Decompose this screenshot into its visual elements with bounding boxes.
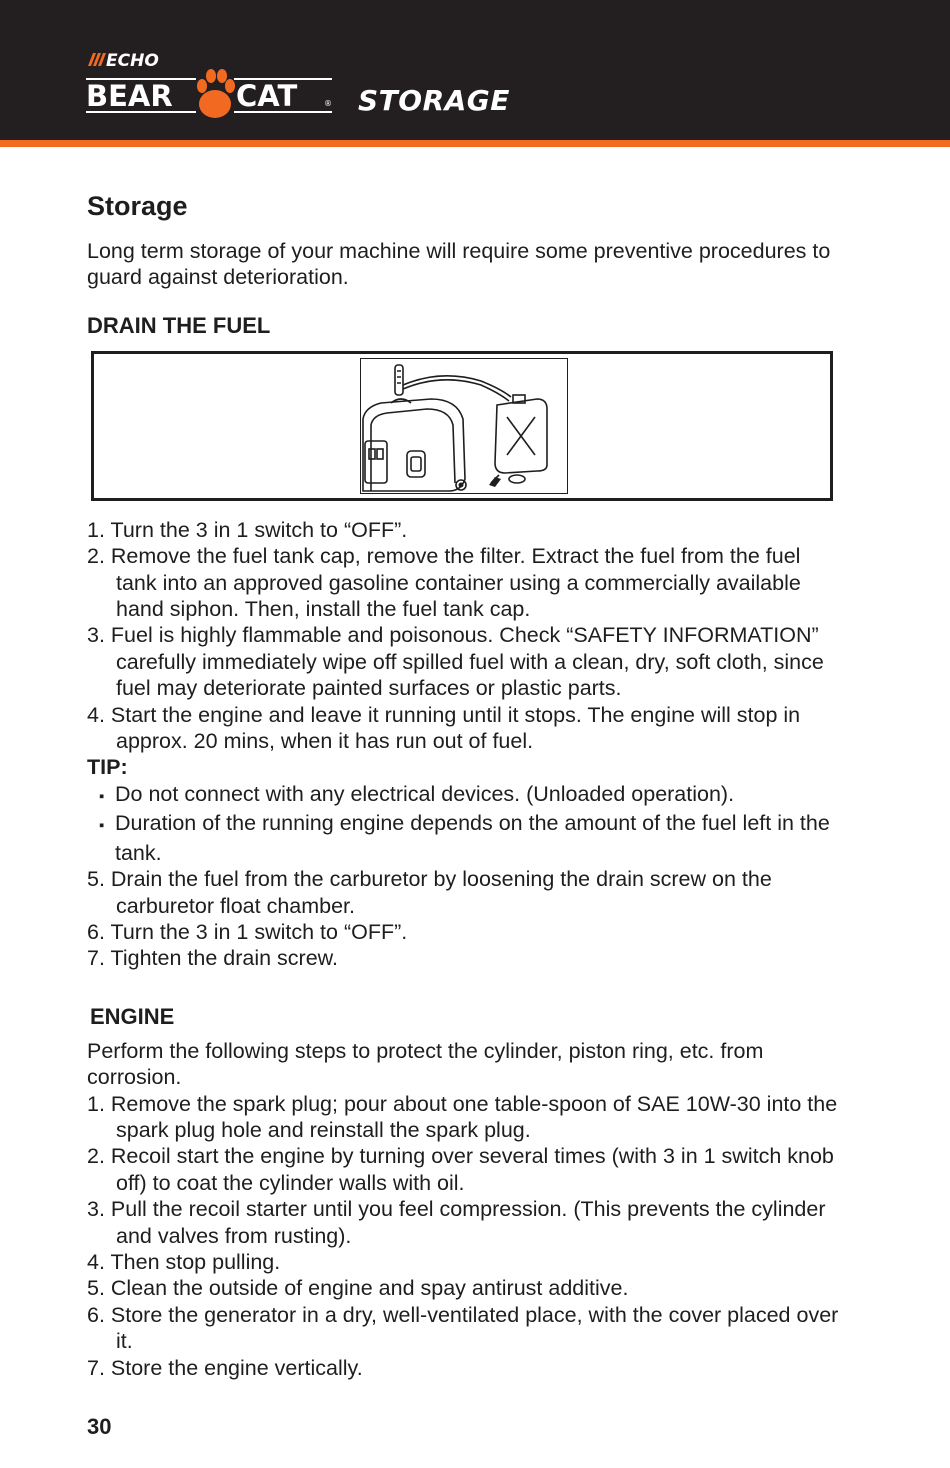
drain-fuel-heading: DRAIN THE FUEL [87,312,271,338]
list-item: 2. Remove the fuel tank cap, remove the filter. Extract the fuel from the fuel tank into an approved gasoline container using a commercially available hand siphon. Then, install the fuel tank cap. [87,544,801,622]
tips-list [87,781,847,866]
list-item: 5. Drain the fuel from the carburetor by loosening the drain screw on the carburetor float chamber. [87,867,772,918]
figure-frame [91,351,833,501]
brand-bear-text: BEAR [86,79,173,113]
echo-bearcat-logo [84,48,336,126]
list-item: 4. Then stop pulling. [87,1249,281,1274]
list-item: ▪ Duration of the running engine depends on the amount of the fuel left in the tank. [87,810,847,866]
engine-steps-list [87,1091,847,1381]
list-item: 3. Pull the recoil starter until you feel compression. (This prevents the cylinder and valves from rusting). [87,1197,826,1248]
list-item: 1. Remove the spark plug; pour about one table-spoon of SAE 10W-30 into the spark plug hole and reinstall the spark plug. [87,1091,838,1142]
list-item: 7. Tighten the drain screw. [87,946,338,971]
intro-paragraph: Long term storage of your machine will require some preventive procedures to guard against deterioration. [87,239,831,290]
engine-heading: ENGINE [90,1003,175,1029]
page-number: 30 [87,1414,112,1439]
list-item: 2. Recoil start the engine by turning over several times (with 3 in 1 switch knob off) to coat the cylinder walls with oil. [87,1144,834,1195]
main-content [87,186,847,1381]
brand-echo-text: ECHO [106,51,159,71]
list-item: 1. Turn the 3 in 1 switch to “OFF”. [87,517,408,542]
paw-icon [197,69,235,118]
header-accent-stripe [0,140,950,147]
list-item: 6. Store the generator in a dry, well-ventilated place, with the cover placed over it. [87,1302,839,1354]
list-item: 4. Start the engine and leave it running until it stops. The engine will stop in approx. 20 mins, when it has run out of fuel. [87,702,801,754]
page-title: Storage [87,191,188,221]
list-item: 3. Fuel is highly flammable and poisonous. Check “SAFETY INFORMATION” carefully immediately wipe off spilled fuel with a clean, dry, soft cloth, since fuel may deteriorate painted surfaces or plastic parts. [87,623,824,701]
drain-steps-continued-list [87,866,847,972]
drain-steps-list [87,517,847,755]
fuel-drain-illustration-icon [360,358,568,494]
list-item: 5. Clean the outside of engine and spay antirust additive. [87,1276,629,1301]
header-section-title: STORAGE [358,84,510,117]
tip-label: TIP: [87,755,128,780]
list-item: 7. Store the engine vertically. [87,1355,363,1380]
list-item: 6. Turn the 3 in 1 switch to “OFF”. [87,919,408,944]
page-header [0,0,950,140]
list-item: ▪ Do not connect with any electrical devices. (Unloaded operation). [87,781,847,810]
brand-cat-text: CAT [236,79,298,113]
registered-mark: ® [324,99,332,108]
engine-intro-paragraph: Perform the following steps to protect the cylinder, piston ring, etc. from corrosion. [87,1038,764,1090]
